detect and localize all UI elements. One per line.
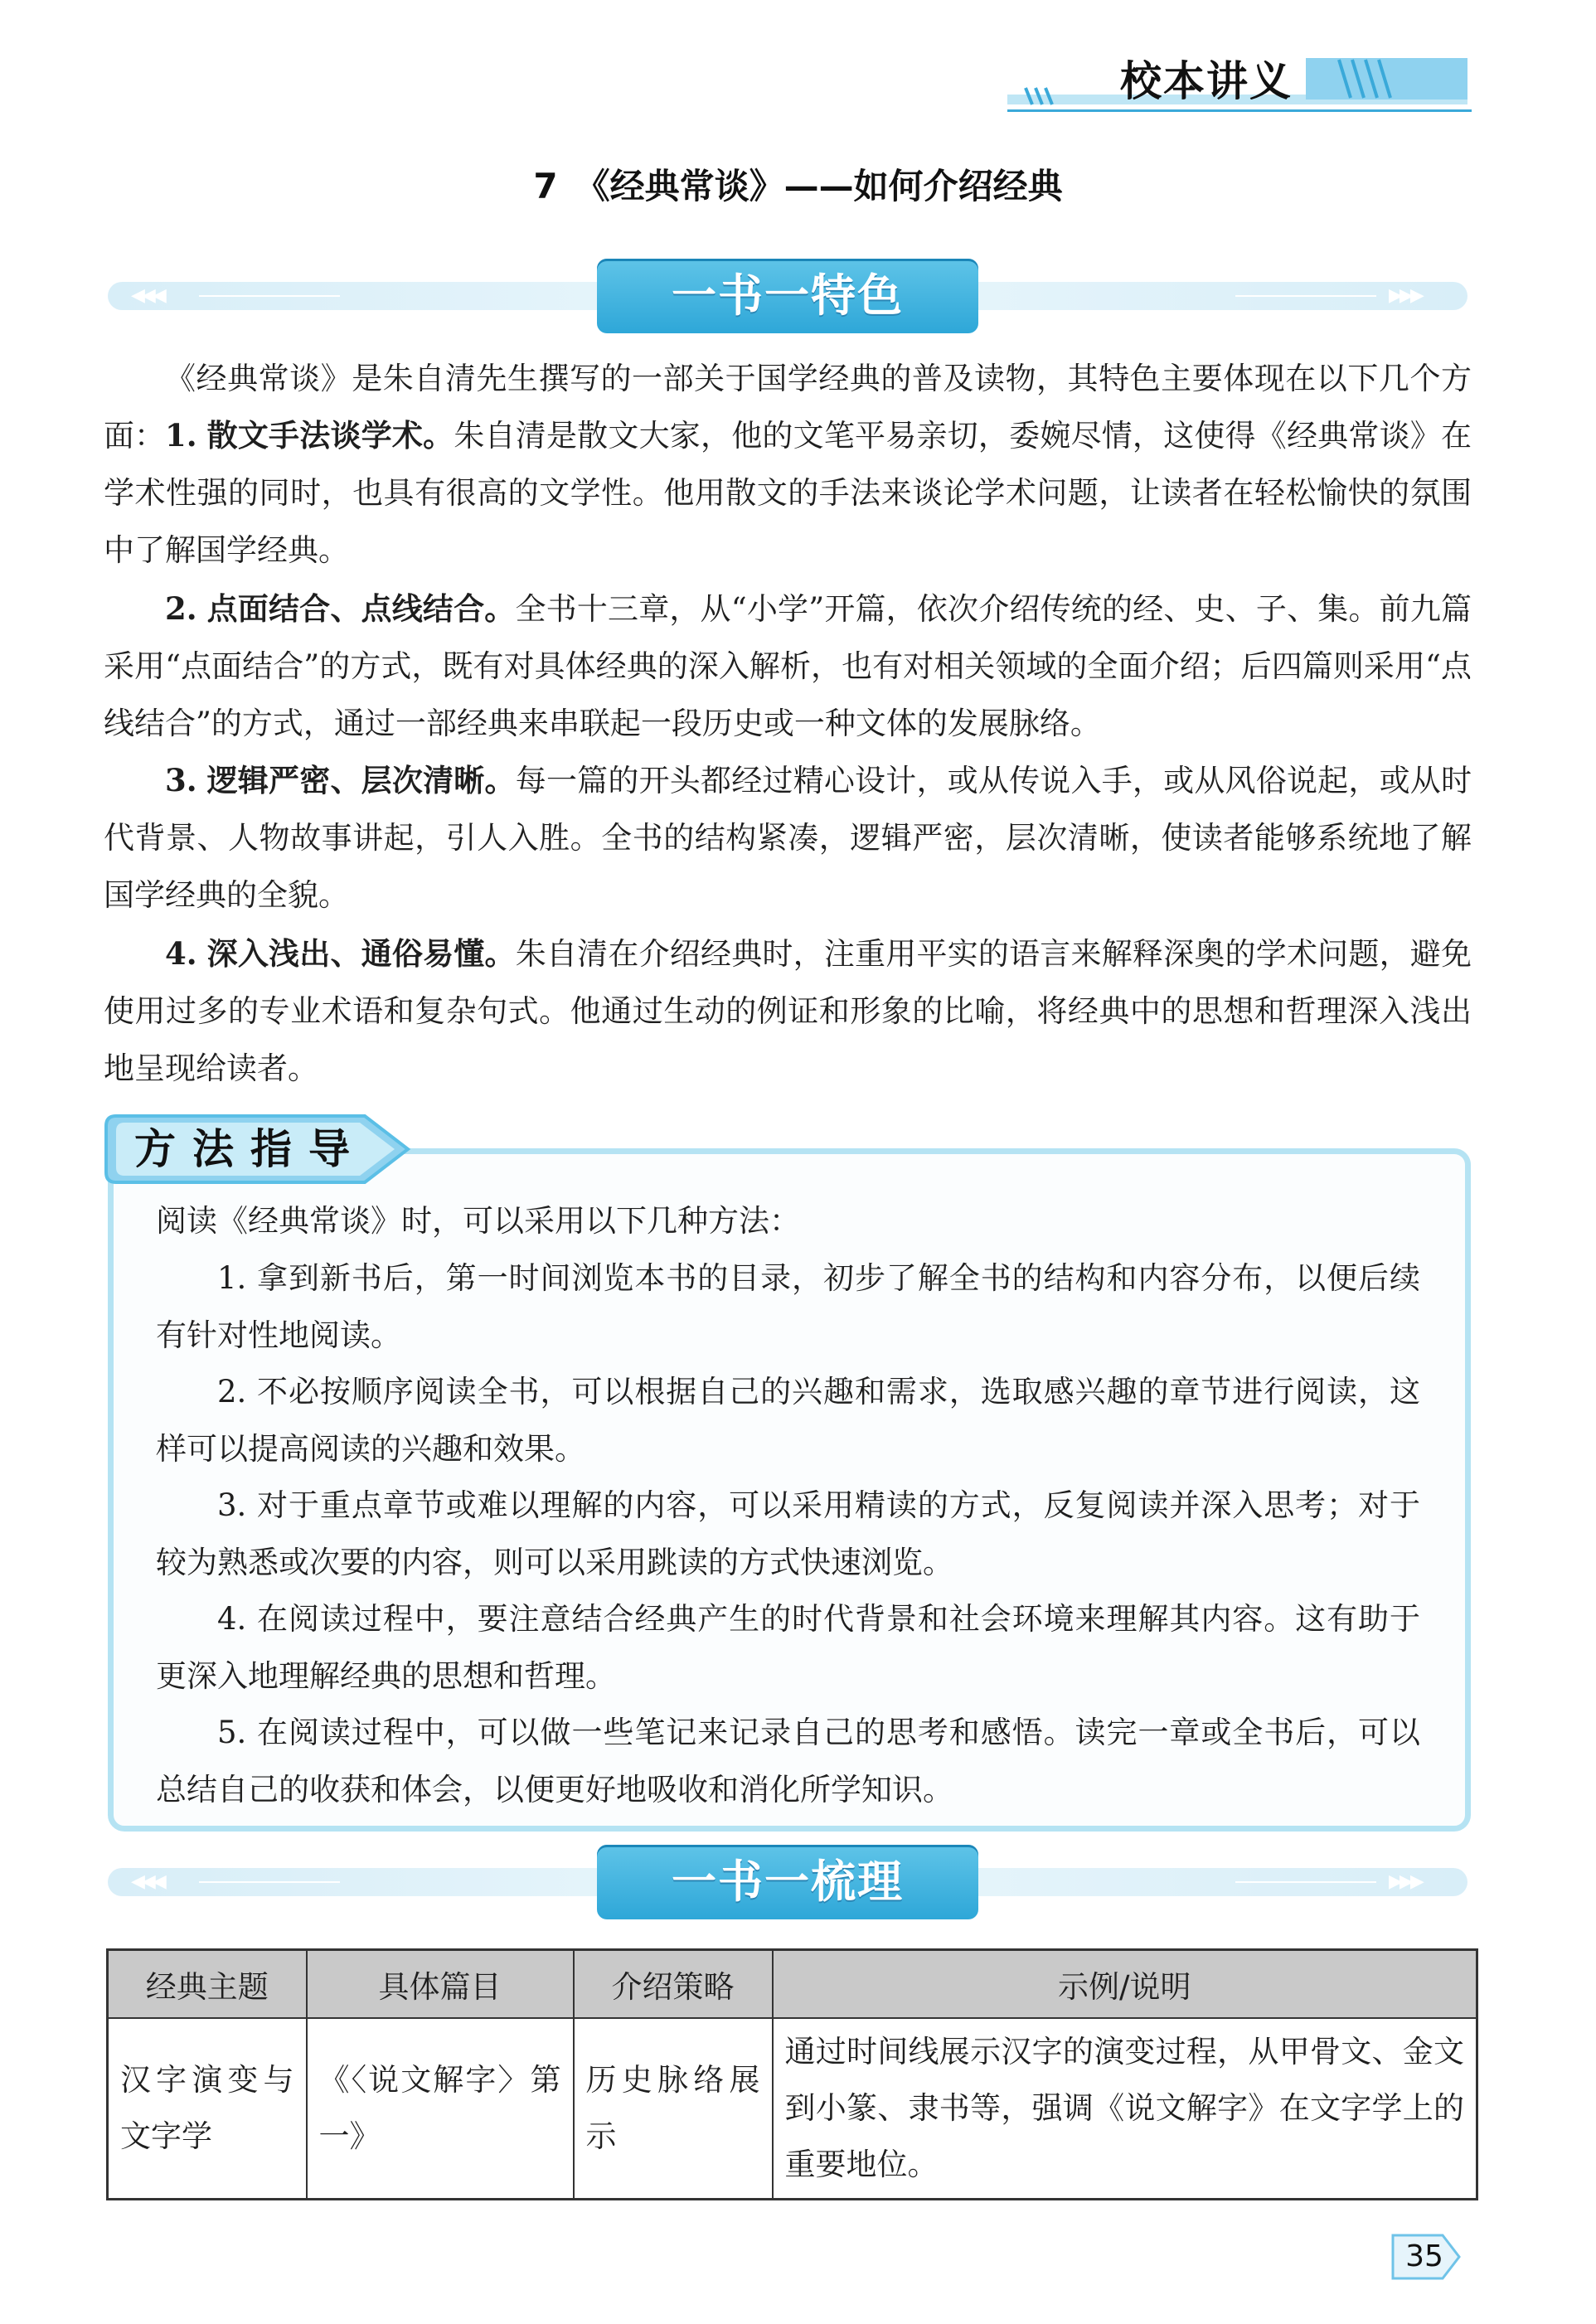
table-header-cell: 具体篇目: [307, 1950, 574, 2019]
table-cell-chapter: 《〈说文解字〉第一》: [307, 2018, 574, 2200]
section-title-method: 方法指导: [134, 1125, 366, 1173]
arrow-left-icon: ◀◀◀: [131, 285, 163, 306]
feature-point-4: [104, 925, 1472, 1097]
table-cell-example: 通过时间线展示汉字的演变过程，从甲骨文、金文到小篆、隶书等，强调《说文解字》在文字学上的重要地位。: [773, 2018, 1477, 2200]
table-header-cell: 经典主题: [108, 1950, 307, 2019]
point-heading: 深入浅出、通俗易懂。: [206, 935, 516, 972]
arrow-right-icon: ▶▶▶: [1389, 1871, 1421, 1892]
section-title-feature: 一书一特色: [672, 269, 904, 322]
table-row: [108, 2018, 1477, 2200]
point-body: 每一篇的开头都经过精心设计，或从传说入手，或从风俗说起，或从时代背景、人物故事讲起，引人入胜。全书的结构紧凑，逻辑严密，层次清晰，使读者能够系统地了解国学经典的全貌。: [104, 763, 1472, 913]
banner-divider: [1235, 295, 1376, 297]
feature-point-2: [104, 580, 1472, 752]
banner-divider: [199, 1881, 340, 1883]
feature-intro: 《经典常谈》是朱自清先生撰写的一部关于国学经典的普及读物，其特色主要体现在以下几个方面：: [104, 361, 1472, 454]
banner-divider: [1235, 1881, 1376, 1883]
method-point-4: 4. 在阅读过程中，要注意结合经典产生的时代背景和社会环境来理解其内容。这有助于更深入地理解经典的思想和哲理。: [156, 1601, 1420, 1694]
section-title-summary: 一书一梳理: [672, 1856, 904, 1908]
point-number: 1.: [165, 417, 197, 454]
method-tab: [99, 1109, 415, 1189]
table-cell-strategy: 历史脉络展示: [574, 2018, 773, 2200]
page-number: [1385, 2230, 1464, 2283]
table-cell-theme: 汉字演变与文字学: [108, 2018, 307, 2200]
point-heading: 逻辑严密、层次清晰。: [206, 762, 516, 798]
point-body: 全书十三章，从“小学”开篇，依次介绍传统的经、史、子、集。前九篇采用“点面结合”的方式，既有对具体经典的深入解析，也有对相关领域的全面介绍；后四篇则采用“点线结合”的方式，通过一部经典来串联起一段历史或一种文体的发展脉络。: [104, 591, 1472, 741]
arrow-right-icon: ▶▶▶: [1389, 285, 1421, 306]
banner-pill: [597, 1845, 978, 1919]
arrow-left-icon: ◀◀◀: [131, 1871, 163, 1892]
banner-divider: [199, 295, 340, 297]
feature-point-3: [104, 752, 1472, 924]
section-banner-feature: [108, 259, 1467, 333]
method-point-1: 1. 拿到新书后，第一时间浏览本书的目录，初步了解全书的结构和内容分布，以便后续有针对性地阅读。: [156, 1260, 1420, 1353]
method-point-5: 5. 在阅读过程中，可以做一些笔记来记录自己的思考和感悟。读完一章或全书后，可以总结自己的收获和体会，以便更好地吸收和消化所学知识。: [156, 1715, 1420, 1807]
method-point-2: 2. 不必按顺序阅读全书，可以根据自己的兴趣和需求，选取感兴趣的章节进行阅读，这样可以提高阅读的兴趣和效果。: [156, 1374, 1420, 1467]
header-title: 校本讲义: [1120, 57, 1293, 105]
point-body: 朱自清在介绍经典时，注重用平实的语言来解释深奥的学术问题，避免使用过多的专业术语和复杂句式。他通过生动的例证和形象的比喻，将经典中的思想和哲理深入浅出地呈现给读者。: [104, 936, 1472, 1086]
section-banner-summary: [108, 1845, 1467, 1919]
point-number: 2.: [165, 590, 197, 627]
method-intro: 阅读《经典常谈》时，可以采用以下几种方法：: [156, 1203, 800, 1239]
point-number: 3.: [165, 762, 197, 798]
banner-pill: [597, 259, 978, 333]
page-number-text: 35: [1405, 2239, 1443, 2273]
point-heading: 点面结合、点线结合。: [206, 590, 516, 627]
point-body: 朱自清是散文大家，他的文笔平易亲切，委婉尽情，这使得《经典常谈》在学术性强的同时，也具有很高的文学性。他用散文的手法来谈论学术问题，让读者在轻松愉快的氛围中了解国学经典。: [104, 418, 1472, 568]
header-tag: [1007, 51, 1472, 118]
summary-table: [106, 1948, 1478, 2200]
method-point-3: 3. 对于重点章节或难以理解的内容，可以采用精读的方式，反复阅读并深入思考；对于较为熟悉或次要的内容，则可以采用跳读的方式快速浏览。: [156, 1487, 1420, 1580]
point-heading: 散文手法谈学术。: [206, 417, 454, 454]
table-header-row: [108, 1950, 1477, 2019]
lesson-title: 7 《经典常谈》——如何介绍经典: [533, 166, 1063, 206]
point-number: 4.: [165, 935, 197, 972]
table-header-cell: 示例/说明: [773, 1950, 1477, 2019]
feature-point-1: [104, 407, 1472, 579]
table-header-cell: 介绍策略: [574, 1950, 773, 2019]
